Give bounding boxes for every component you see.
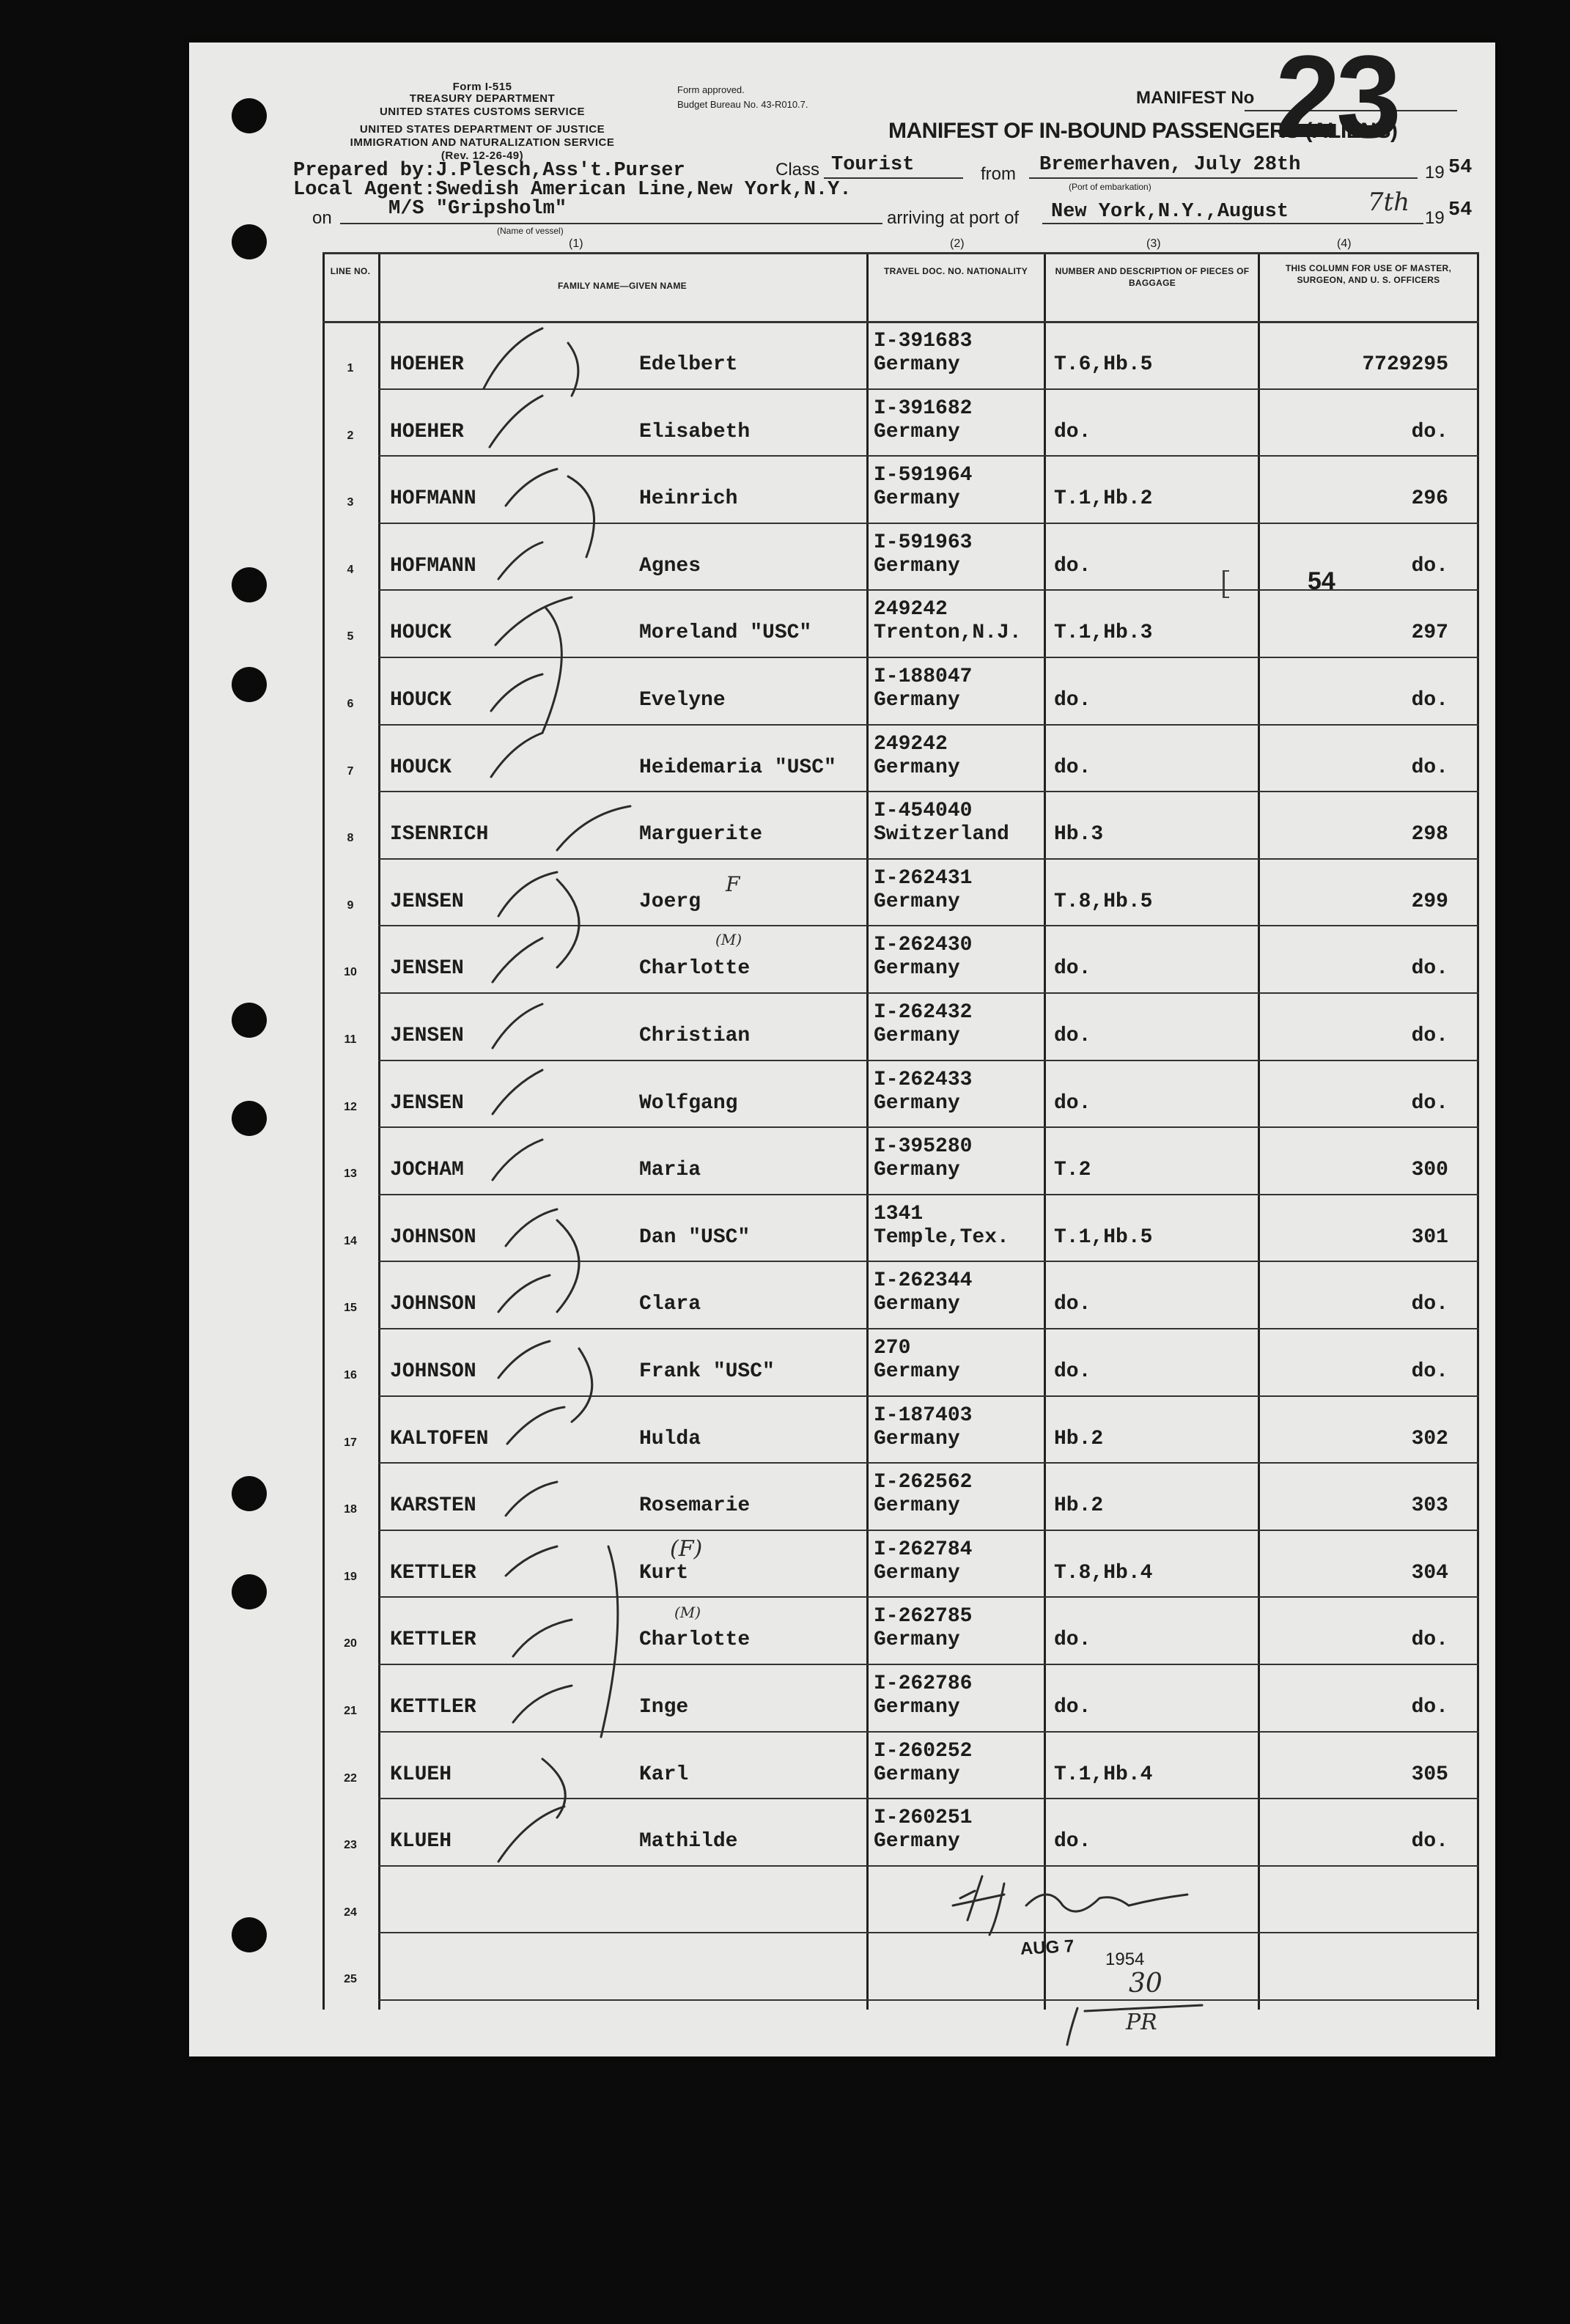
baggage: T.1,Hb.4 [1054,1763,1153,1786]
arrival-value: New York,N.Y.,August [1051,201,1289,223]
on-label: on [312,208,332,228]
column-number: (2) [950,237,965,250]
officer-entry: do. [1411,1360,1448,1383]
officer-entry: do. [1411,1025,1448,1047]
approval-line: Budget Bureau No. 43-R010.7. [677,99,808,110]
officer-entry: 302 [1411,1427,1448,1450]
column-number: (1) [569,237,583,250]
baggage: Hb.3 [1054,823,1104,846]
travel-doc-number: I-262433 [874,1068,973,1091]
given-name: Rosemarie [639,1494,751,1518]
baggage: do. [1054,554,1091,578]
given-name: Karl [639,1763,689,1786]
bracket-mark [572,1349,592,1422]
nationality: Germany [874,1696,960,1719]
travel-doc-number: 249242 [874,732,948,756]
travel-doc-number: I-262784 [874,1538,973,1561]
family-name: KARSTEN [390,1494,476,1518]
check-mark [493,1070,542,1114]
manifest-number: 23 [1275,31,1397,162]
given-name: Edelbert [639,353,738,376]
baggage: do. [1054,420,1091,443]
vessel-caption: (Name of vessel) [497,226,564,236]
officer-entry: do. [1411,1293,1448,1316]
line-number: 13 [344,1167,357,1181]
given-name: Agnes [639,554,701,578]
check-mark [513,1686,572,1722]
nationality: Germany [874,689,960,712]
nationality: Germany [874,554,960,578]
nationality: Germany [874,1830,960,1853]
check-mark [498,1275,550,1312]
line-number: 17 [344,1436,357,1449]
column-number: (4) [1337,237,1352,250]
check-mark [498,1341,550,1378]
given-name: Inge [639,1696,689,1719]
baggage: T.1,Hb.2 [1054,487,1153,511]
given-name: Wolfgang [639,1091,738,1115]
check-mark [557,806,630,850]
travel-doc-number: I-262786 [874,1672,973,1695]
family-name: HOFMANN [390,554,476,578]
bracket-mark [542,1759,565,1818]
nationality: Trenton,N.J. [874,621,1022,645]
nationality: Germany [874,1427,960,1450]
travel-doc-number: I-391682 [874,396,973,420]
check-mark [506,1546,557,1576]
nationality: Germany [874,890,960,913]
travel-doc-number: I-262344 [874,1269,973,1293]
check-mark [491,733,542,777]
check-mark [493,1140,542,1180]
bracket-mark [568,343,578,396]
bracket-mark [557,879,579,967]
line-number: 23 [344,1839,357,1852]
line-number: 21 [344,1705,357,1717]
officer-entry: do. [1411,1091,1448,1115]
family-name: KLUEH [390,1763,452,1786]
travel-doc-number: I-187403 [874,1403,973,1427]
officer-entry: do. [1411,689,1448,712]
family-name: KETTLER [390,1696,476,1719]
check-mark [493,938,542,982]
given-name: Charlotte [639,957,751,981]
baggage: T.8,Hb.4 [1054,1561,1153,1585]
header-line-no: LINE NO. [330,266,371,276]
given-name: Joerg [639,890,701,913]
form-number: Form I-515 [452,81,512,93]
line-number: 8 [347,832,354,845]
line-number: 1 [347,362,354,375]
baggage: do. [1054,1293,1091,1316]
officer-entry: do. [1411,957,1448,981]
bracket-mark [601,1546,618,1737]
baggage: do. [1054,1696,1091,1719]
year-suffix: 54 [1448,157,1473,179]
family-name: KETTLER [390,1628,476,1652]
family-name: HOEHER [390,420,464,443]
check-mark [493,1004,542,1048]
baggage: T.8,Hb.5 [1054,890,1153,913]
line-number: 19 [344,1570,357,1583]
nationality: Switzerland [874,823,1009,846]
bracket-mark [557,1220,579,1312]
check-mark [507,1407,564,1444]
baggage: T.6,Hb.5 [1054,353,1153,376]
check-mark [484,328,542,388]
given-name: Heidemaria "USC" [639,756,836,779]
prepared-by: Prepared by:J.Plesch,Ass't.Purser [293,160,685,182]
nationality: Germany [874,1360,960,1383]
baggage: do. [1054,1830,1091,1853]
officer-entry: do. [1411,420,1448,443]
line-number: 24 [344,1906,357,1919]
family-name: HOEHER [390,353,464,376]
travel-doc-number: I-391683 [874,330,973,353]
given-name: Maria [639,1159,701,1182]
line-number: 4 [347,563,354,576]
nationality: Germany [874,353,960,376]
check-mark [498,1807,564,1862]
manifest-title: MANIFEST OF IN-BOUND PASSENGERS (ALIENS) [888,119,1398,143]
baggage: do. [1054,957,1091,981]
approval-line: Form approved. [677,84,745,95]
check-mark [506,1209,557,1246]
officer-entry: 296 [1411,487,1448,511]
travel-doc-number: I-591963 [874,531,973,554]
officer-entry: do. [1411,1830,1448,1853]
hand-f-note: F [726,872,740,896]
header-baggage: NUMBER AND DESCRIPTION OF PIECES OF BAGGAGE [1055,266,1250,288]
travel-doc-number: I-395280 [874,1135,973,1159]
given-name: Moreland "USC" [639,621,812,645]
family-name: ISENRICH [390,823,489,846]
nationality: Germany [874,1561,960,1585]
given-name: Frank "USC" [639,1360,775,1383]
check-mark [490,396,542,447]
given-name: Heinrich [639,487,738,511]
from-value: Bremerhaven, July 28th [1039,154,1301,176]
family-name: KETTLER [390,1561,476,1585]
given-name: Elisabeth [639,420,751,443]
year-prefix: 19 [1425,163,1445,182]
baggage: do. [1054,1091,1091,1115]
hand-f-note: (F) [670,1536,703,1562]
travel-doc-number: I-188047 [874,665,973,688]
agency-line: UNITED STATES DEPARTMENT OF JUSTICE [359,123,605,136]
line-number: 25 [344,1973,357,1986]
line-number: 20 [344,1637,357,1650]
line-number: 12 [344,1100,357,1113]
line-number: 22 [344,1771,357,1785]
baggage: T.1,Hb.5 [1054,1225,1153,1249]
travel-doc-number: I-260251 [874,1807,973,1830]
class-label: Class [775,160,820,180]
family-name: HOUCK [390,621,452,645]
travel-doc-number: I-262431 [874,866,973,890]
travel-doc-number: 249242 [874,598,948,621]
check-mark [506,469,557,506]
baggage: T.1,Hb.3 [1054,621,1153,645]
nationality: Germany [874,1763,960,1786]
port-embarkation-caption: (Port of embarkation) [1069,182,1151,192]
family-name: HOUCK [390,689,452,712]
travel-doc-number: I-262785 [874,1605,973,1628]
baggage: do. [1054,1025,1091,1047]
class-value: Tourist [831,154,915,176]
travel-doc-number: I-262562 [874,1471,973,1494]
stamp-year: 1954 [1105,1949,1145,1969]
given-name: Clara [639,1293,701,1316]
officer-entry: do. [1411,756,1448,779]
travel-doc-number: 1341 [874,1202,924,1225]
baggage: do. [1054,1628,1091,1652]
baggage: Hb.2 [1054,1427,1104,1450]
check-mark [506,1482,557,1516]
line-number: 18 [344,1503,357,1516]
line-number: 10 [344,966,357,979]
baggage: do. [1054,1360,1091,1383]
travel-doc-number: I-260252 [874,1739,973,1763]
arrival-day-handwritten: 7th [1368,188,1410,217]
header-name: FAMILY NAME—GIVEN NAME [558,281,687,291]
officer-entry: 303 [1411,1494,1448,1518]
family-name: JOHNSON [390,1360,476,1383]
nationality: Germany [874,1628,960,1652]
line-number: 6 [347,698,354,710]
line-number: 15 [344,1302,357,1315]
year-prefix: 19 [1425,208,1445,228]
family-name: HOUCK [390,756,452,779]
family-name: JOCHAM [390,1159,464,1182]
count-bottom: PR [1126,2010,1157,2035]
line-number: 16 [344,1369,357,1382]
family-name: KALTOFEN [390,1427,489,1450]
officer-entry: do. [1411,1696,1448,1719]
travel-doc-number: I-262430 [874,934,973,957]
officer-entry: 304 [1411,1561,1448,1585]
baggage: Hb.2 [1054,1494,1104,1518]
baggage: T.2 [1054,1159,1091,1182]
nationality: Germany [874,420,960,443]
given-name: Charlotte [639,1628,751,1652]
nationality: Germany [874,957,960,981]
nationality: Germany [874,756,960,779]
stamp-date: AUG 7 [1020,1936,1075,1959]
hand-m-note: (M) [674,1604,701,1621]
travel-doc-number: I-454040 [874,800,973,823]
check-mark [498,542,542,579]
officer-entry: 298 [1411,823,1448,846]
header-doc: TRAVEL DOC. NO. NATIONALITY [883,266,1028,276]
header-officers: THIS COLUMN FOR USE OF MASTER, SURGEON, AND U. S. OFFICERS [1285,263,1452,285]
hand-m-note: (M) [715,931,742,948]
side-number: 54 [1308,567,1335,595]
travel-doc-number: 270 [874,1337,911,1360]
agency-line: (Rev. 12-26-49) [441,150,524,162]
local-agent: Local Agent:Swedish American Line,New York,N.Y. [293,179,852,201]
given-name: Dan "USC" [639,1225,751,1249]
line-number: 9 [347,899,354,912]
nationality: Temple,Tex. [874,1225,1009,1249]
arriving-label: arriving at port of [887,208,1020,228]
count-top: 30 [1129,1969,1162,1999]
officer-entry: do. [1411,1628,1448,1652]
bracket-mark [542,608,561,733]
bracket-mark [568,476,594,557]
officer-entry: 305 [1411,1763,1448,1786]
family-name: JENSEN [390,890,464,913]
nationality: Germany [874,1025,960,1047]
travel-doc-number: I-591964 [874,464,973,487]
family-name: JOHNSON [390,1293,476,1316]
given-name: Christian [639,1025,751,1047]
given-name: Kurt [639,1561,689,1585]
nationality: Germany [874,487,960,511]
family-name: JENSEN [390,1091,464,1115]
check-mark [513,1620,572,1656]
line-number: 2 [347,429,354,442]
family-name: HOFMANN [390,487,476,511]
line-number: 7 [347,764,354,778]
nationality: Germany [874,1494,960,1518]
travel-doc-number: I-262432 [874,1001,973,1024]
check-mark [491,674,542,711]
column-number: (3) [1146,237,1161,250]
given-name: Evelyne [639,689,726,712]
officer-entry: 7729295 [1362,353,1448,376]
nationality: Germany [874,1091,960,1115]
officer-entry: 300 [1411,1159,1448,1182]
officer-entry: 297 [1411,621,1448,645]
manifest-no-label: MANIFEST No [1136,88,1255,108]
family-name: JENSEN [390,957,464,981]
officer-entry: do. [1411,554,1448,578]
line-number: 5 [347,630,354,643]
from-label: from [981,164,1016,184]
baggage: do. [1054,756,1091,779]
agency-line: IMMIGRATION AND NATURALIZATION SERVICE [350,136,615,149]
given-name: Marguerite [639,823,763,846]
line-number: 11 [344,1033,357,1046]
officer-entry: 301 [1411,1225,1448,1249]
vessel-name: M/S "Gripsholm" [388,198,567,220]
family-name: JOHNSON [390,1225,476,1249]
line-number: 3 [347,496,354,509]
check-mark [498,872,557,916]
family-name: KLUEH [390,1830,452,1853]
given-name: Hulda [639,1427,701,1450]
agency-line: UNITED STATES CUSTOMS SERVICE [379,106,586,118]
nationality: Germany [874,1159,960,1182]
officer-entry: 299 [1411,890,1448,913]
line-number: 14 [344,1234,357,1247]
family-name: JENSEN [390,1025,464,1047]
given-name: Mathilde [639,1830,738,1853]
agency-line: TREASURY DEPARTMENT [409,92,556,105]
year-suffix: 54 [1448,199,1473,221]
baggage: do. [1054,689,1091,712]
nationality: Germany [874,1293,960,1316]
